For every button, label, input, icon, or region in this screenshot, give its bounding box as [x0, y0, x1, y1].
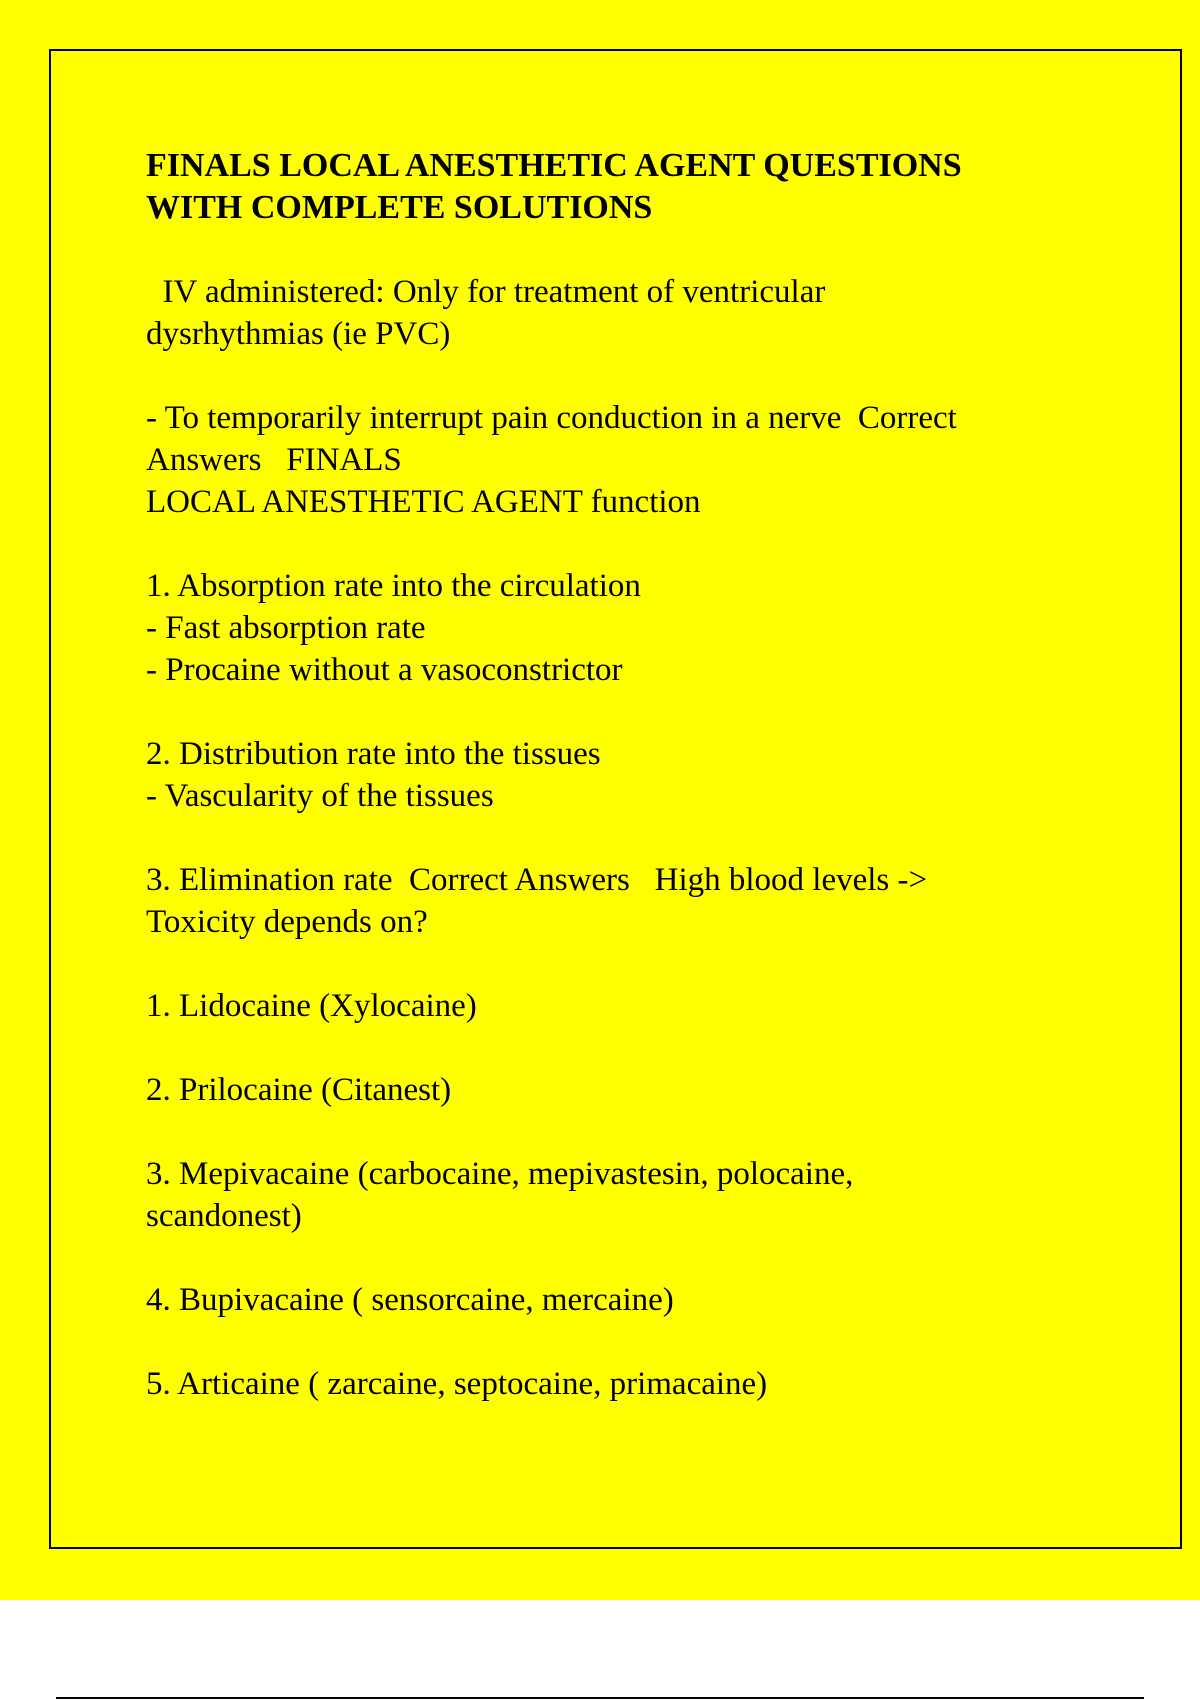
paragraph-elimination [146, 859, 1086, 943]
paragraph-line: 5. Articaine ( zarcaine, septocaine, primacaine) [146, 1366, 768, 1402]
paragraph-line: 1. Lidocaine (Xylocaine) [146, 988, 477, 1024]
document-body [146, 145, 1086, 1447]
paragraph-line: 2. Prilocaine (Citanest) [146, 1072, 452, 1108]
paragraph-line: 3. Elimination rate Correct Answers High blood levels -> [146, 862, 928, 898]
footer-divider [56, 1697, 1144, 1699]
paragraph-line: 1. Absorption rate into the circulation [146, 568, 641, 604]
paragraph-prilocaine [146, 1069, 1086, 1111]
paragraph-line: - Fast absorption rate [146, 610, 426, 646]
paragraph-line: 2. Distribution rate into the tissues [146, 736, 601, 772]
paragraph-line: Answers FINALS [146, 442, 402, 478]
paragraph-line: - Procaine without a vasoconstrictor [146, 652, 623, 688]
paragraph-iv-administered [146, 271, 1086, 355]
title-line: FINALS LOCAL ANESTHETIC AGENT QUESTIONS [146, 147, 962, 184]
document-title [146, 145, 1086, 229]
paragraph-line: 3. Mepivacaine (carbocaine, mepivastesin, polocaine, [146, 1156, 854, 1192]
paragraph-articaine [146, 1363, 1086, 1405]
paragraph-line: dysrhythmias (ie PVC) [146, 316, 451, 352]
paragraph-absorption [146, 565, 1086, 691]
paragraph-line: - Vascularity of the tissues [146, 778, 494, 814]
paragraph-line: - To temporarily interrupt pain conduction in a nerve Correct [146, 400, 957, 436]
paragraph-line: 4. Bupivacaine ( sensorcaine, mercaine) [146, 1282, 674, 1318]
paragraph-line: LOCAL ANESTHETIC AGENT function [146, 484, 701, 520]
paragraph-line: IV administered: Only for treatment of ventricular [146, 274, 826, 310]
paragraph-bupivacaine [146, 1279, 1086, 1321]
paragraph-mepivacaine [146, 1153, 1086, 1237]
paragraph-function [146, 397, 1086, 523]
paragraph-distribution [146, 733, 1086, 817]
title-line: WITH COMPLETE SOLUTIONS [146, 189, 653, 226]
paragraph-line: Toxicity depends on? [146, 904, 428, 940]
paragraph-lidocaine [146, 985, 1086, 1027]
paragraph-line: scandonest) [146, 1198, 302, 1234]
